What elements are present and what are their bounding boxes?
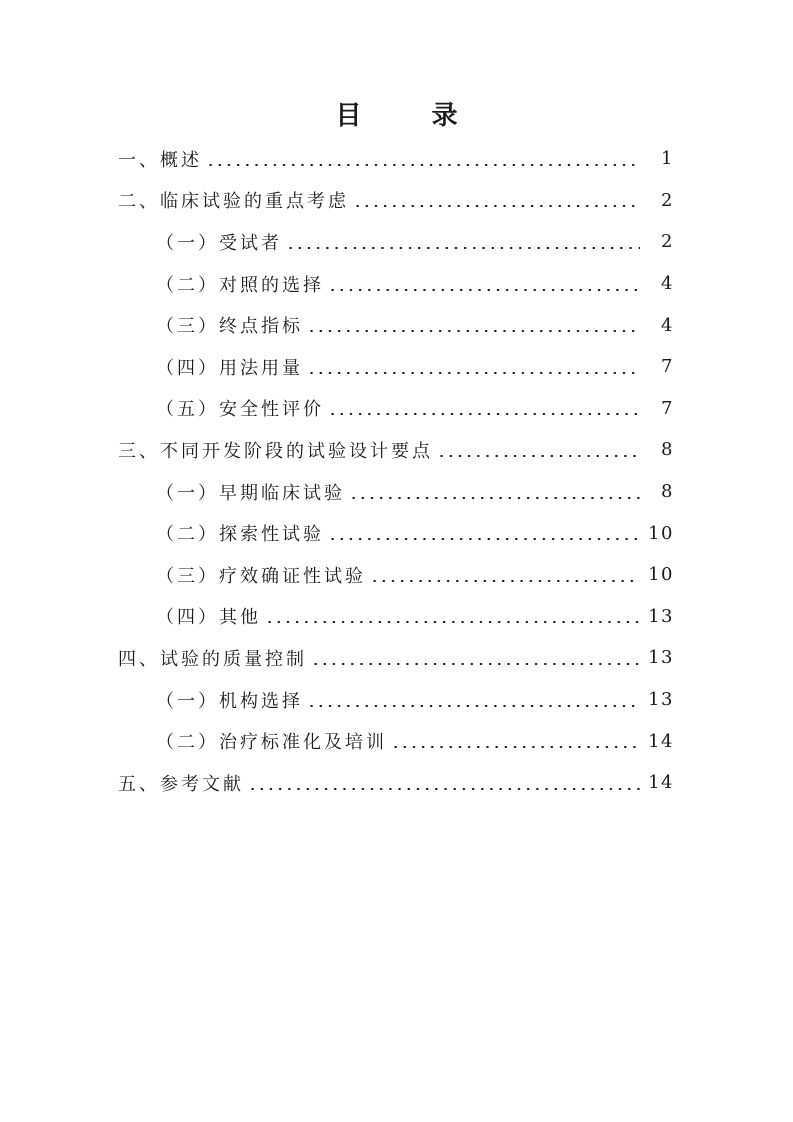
- toc-subentry[interactable]: [118, 720, 674, 762]
- dot-leader: [286, 247, 640, 249]
- toc-entry[interactable]: [118, 637, 674, 679]
- toc-entry-label: 三、不同开发阶段的试验设计要点: [118, 440, 433, 462]
- toc-entry-page: 14: [648, 772, 674, 794]
- toc-entry[interactable]: [118, 180, 674, 222]
- toc-entry-label: 四、试验的质量控制: [118, 648, 307, 670]
- dot-leader: [328, 289, 640, 291]
- dot-leader: [328, 538, 640, 540]
- toc-entry-label: 一、概述: [118, 149, 202, 171]
- toc-entry-label: 二、临床试验的重点考虑: [118, 191, 349, 213]
- toc-entry-label: （五）安全性评价: [156, 399, 324, 421]
- toc-subentry[interactable]: [118, 388, 674, 430]
- toc-entry-label: （三）疗效确证性试验: [156, 565, 366, 587]
- toc-entry-label: （四）用法用量: [156, 357, 303, 379]
- toc-entry-page: 2: [661, 231, 674, 253]
- toc-entry-page: 13: [648, 647, 674, 669]
- toc-entry-label: （四）其他: [156, 607, 261, 629]
- toc-entry-page: 14: [648, 730, 674, 752]
- toc-entry-label: （一）机构选择: [156, 690, 303, 712]
- toc-subentry[interactable]: [118, 554, 674, 596]
- toc-entry-page: 10: [648, 564, 674, 586]
- toc-subentry[interactable]: [118, 679, 674, 721]
- toc-entry-page: 7: [661, 356, 674, 378]
- toc-entry-label: （二）对照的选择: [156, 274, 324, 296]
- dot-leader: [370, 580, 640, 582]
- table-of-contents: [118, 138, 674, 804]
- toc-entry-page: 10: [648, 522, 674, 544]
- toc-entry-page: 7: [661, 397, 674, 419]
- dot-leader: [311, 663, 640, 665]
- toc-subentry[interactable]: [118, 346, 674, 388]
- dot-leader: [328, 413, 640, 415]
- toc-entry-page: 2: [661, 189, 674, 211]
- toc-entry-page: 4: [661, 273, 674, 295]
- toc-subentry[interactable]: [118, 263, 674, 305]
- toc-entry-label: 五、参考文献: [118, 773, 244, 795]
- toc-entry[interactable]: [118, 429, 674, 471]
- dot-leader: [307, 705, 640, 707]
- dot-leader: [307, 372, 640, 374]
- toc-entry-page: 4: [661, 314, 674, 336]
- page-title: 目 录: [335, 101, 480, 131]
- toc-subentry[interactable]: [118, 596, 674, 638]
- dot-leader: [353, 205, 640, 207]
- toc-entry-page: 8: [661, 439, 674, 461]
- toc-subentry[interactable]: [118, 221, 674, 263]
- dot-leader: [206, 164, 640, 166]
- toc-entry-page: 8: [661, 481, 674, 503]
- dot-leader: [391, 746, 640, 748]
- toc-subentry[interactable]: [118, 471, 674, 513]
- dot-leader: [307, 330, 640, 332]
- toc-entry-label: （二）探索性试验: [156, 524, 324, 546]
- toc-entry[interactable]: [118, 138, 674, 180]
- toc-entry[interactable]: [118, 762, 674, 804]
- toc-entry-label: （一）早期临床试验: [156, 482, 345, 504]
- toc-entry-page: 1: [661, 148, 674, 170]
- dot-leader: [349, 497, 640, 499]
- dot-leader: [248, 788, 640, 790]
- toc-entry-label: （三）终点指标: [156, 316, 303, 338]
- dot-leader: [437, 455, 640, 457]
- toc-subentry[interactable]: [118, 304, 674, 346]
- toc-entry-label: （一）受试者: [156, 232, 282, 254]
- toc-subentry[interactable]: [118, 512, 674, 554]
- toc-entry-page: 13: [648, 605, 674, 627]
- toc-entry-label: （二）治疗标准化及培训: [156, 732, 387, 754]
- toc-entry-page: 13: [648, 689, 674, 711]
- dot-leader: [265, 621, 640, 623]
